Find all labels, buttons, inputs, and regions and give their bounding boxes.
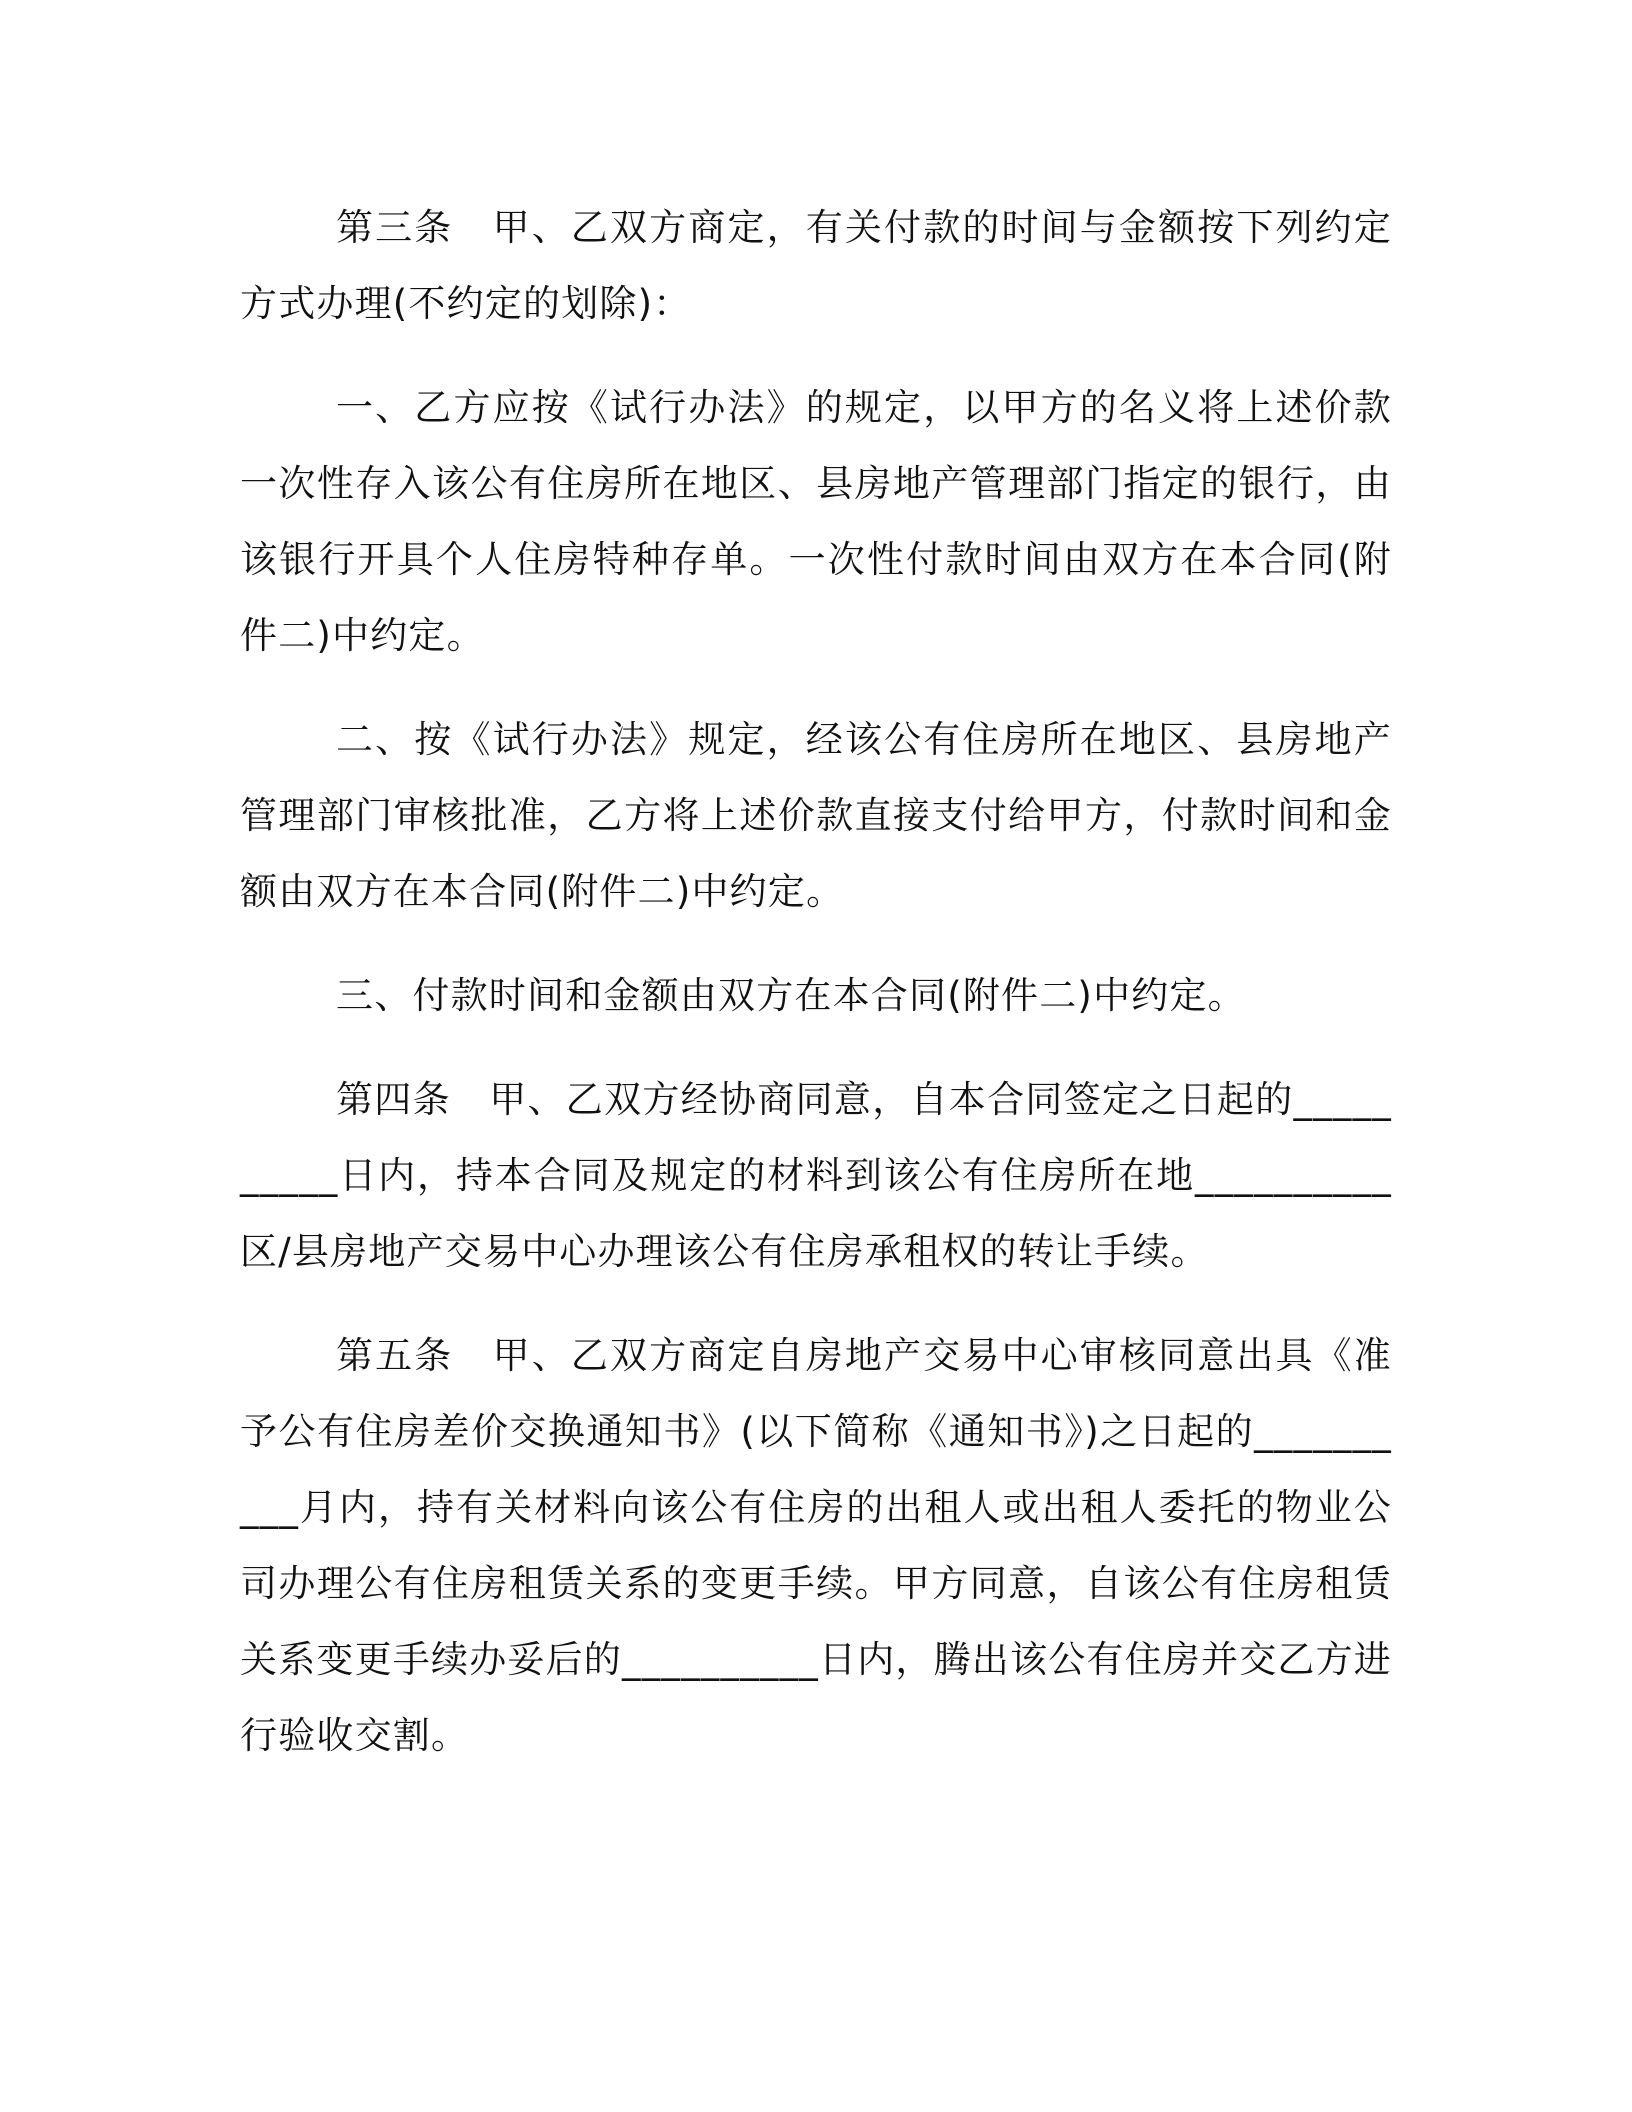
article-4-paragraph: 第四条 甲、乙双方经协商同意，自本合同签定之日起的__________日内，持本合同及规定的材料到该公有住房所在地__________区/县房地产交易中心办理该公有住房承租权的转让手续。: [240, 1078, 1392, 1273]
article-3-paragraph: 第三条 甲、乙双方商定，有关付款的时间与金额按下列约定方式办理(不约定的划除)：: [240, 206, 1392, 325]
article-5-paragraph: 第五条 甲、乙双方商定自房地产交易中心审核同意出具《准予公有住房差价交换通知书》(以下简称《通知书》)之日起的__________月内，持有关材料向该公有住房的出租人或出租人委托的物业公司办理公有住房租赁关系的变更手续。甲方同意，自该公有住房租赁关系变更手续办妥后的__________日内，腾出该公有住房并交乙方进行验收交割。: [240, 1334, 1392, 1757]
article-3-item-3: 三、付款时间和金额由双方在本合同(附件二)中约定。: [336, 974, 1246, 1017]
document-page: [240, 190, 1392, 1774]
article-3-item-1: 一、乙方应按《试行办法》的规定，以甲方的名义将上述价款一次性存入该公有住房所在地区、县房地产管理部门指定的银行，由该银行开具个人住房特种存单。一次性付款时间由双方在本合同(附件二)中约定。: [240, 386, 1392, 657]
article-3-item-2: 二、按《试行办法》规定，经该公有住房所在地区、县房地产管理部门审核批准，乙方将上述价款直接支付给甲方，付款时间和金额由双方在本合同(附件二)中约定。: [240, 718, 1392, 913]
